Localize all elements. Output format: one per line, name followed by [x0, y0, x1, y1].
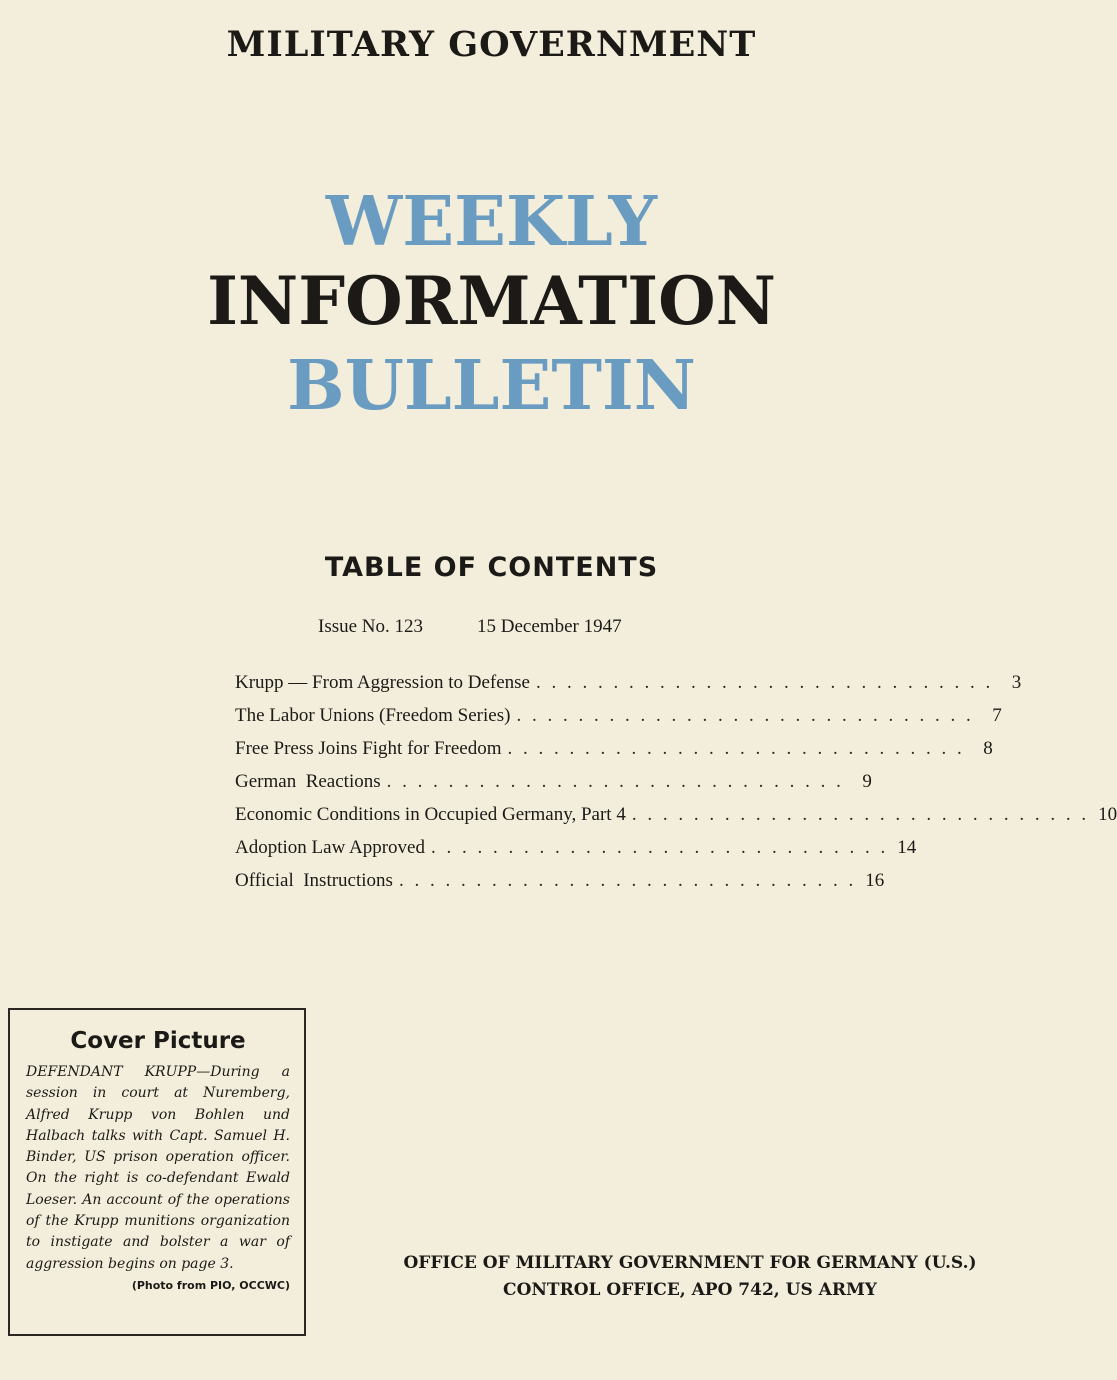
toc-item-page: 14: [897, 837, 917, 858]
title-bulletin: BULLETIN: [287, 346, 696, 426]
issue-info: [318, 616, 678, 638]
issue-number: Issue No. 123: [318, 616, 424, 637]
toc-item[interactable]: [235, 672, 1022, 705]
toc-item-title: German Reactions: [235, 771, 381, 792]
toc-item-title: Free Press Joins Fight for Freedom: [235, 738, 502, 759]
toc-item-page: 16: [865, 870, 885, 891]
toc-item[interactable]: [235, 771, 872, 804]
office-line-1: OFFICE OF MILITARY GOVERNMENT FOR GERMANY (U.S.): [403, 1253, 977, 1273]
toc-item[interactable]: [235, 837, 917, 870]
office-imprint: [400, 1250, 980, 1304]
toc-list: [235, 672, 1117, 903]
toc-item-title: Adoption Law Approved: [235, 837, 425, 858]
toc-item[interactable]: [235, 870, 885, 903]
title-weekly: WEEKLY: [325, 182, 658, 262]
toc-leader-dots: . . . . . . . . . . . . . . . . . . . . . . . . . . . . . .: [386, 771, 844, 792]
toc-item[interactable]: [235, 705, 1002, 738]
toc-item-page: 3: [1011, 672, 1022, 693]
toc-item-title: Official Instructions: [235, 870, 393, 891]
toc-leader-dots: . . . . . . . . . . . . . . . . . . . . . . . . . . . . . .: [631, 804, 1090, 825]
cover-picture-title: Cover Picture: [70, 1028, 246, 1054]
issue-date: 15 December 1947: [477, 616, 622, 637]
masthead: MILITARY GOVERNMENT: [226, 24, 757, 65]
office-line-2: CONTROL OFFICE, APO 742, US ARMY: [503, 1280, 877, 1300]
toc-leader-dots: . . . . . . . . . . . . . . . . . . . . . . . . . . . . . .: [516, 705, 974, 726]
toc-leader-dots: . . . . . . . . . . . . . . . . . . . . . . . . . . . . . .: [430, 837, 889, 858]
cover-picture-caption: DEFENDANT KRUPP—During a session in court at Nuremberg, Alfred Krupp von Bohlen und Halbach talks with Capt. Samuel H. Binder, US prison operation officer. On the right is co-defendant Ewald Loeser. An account of the operations of the Krupp munitions organization to instigate and bolster a war of aggression begins on page 3.: [26, 1064, 290, 1272]
toc-item-title: Krupp — From Aggression to Defense: [235, 672, 530, 693]
toc-item-page: 8: [983, 738, 993, 759]
toc-item-page: 10: [1098, 804, 1117, 825]
toc-leader-dots: . . . . . . . . . . . . . . . . . . . . . . . . . . . . . .: [507, 738, 965, 759]
toc-item[interactable]: [235, 804, 1117, 837]
title-information: INFORMATION: [207, 262, 776, 340]
toc-item-title: Economic Conditions in Occupied Germany, Part 4: [235, 804, 626, 825]
photo-credit: (Photo from PIO, OCCWC): [131, 1278, 290, 1292]
toc-item-title: The Labor Unions (Freedom Series): [235, 705, 511, 726]
toc-item-page: 9: [862, 771, 872, 792]
cover-picture-box: [8, 1008, 306, 1336]
toc-heading: TABLE OF CONTENTS: [324, 552, 659, 583]
toc-leader-dots: . . . . . . . . . . . . . . . . . . . . . . . . . . . . . .: [536, 672, 994, 693]
toc-item-page: 7: [992, 705, 1002, 726]
toc-item[interactable]: [235, 738, 993, 771]
toc-leader-dots: . . . . . . . . . . . . . . . . . . . . . . . . . . . . . .: [398, 870, 857, 891]
